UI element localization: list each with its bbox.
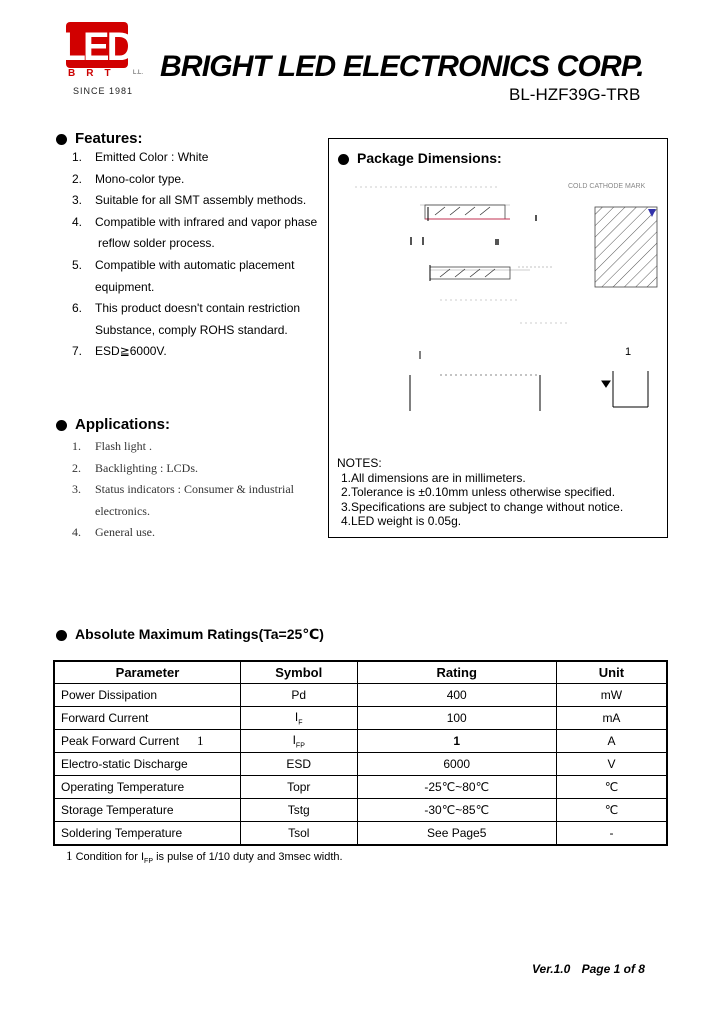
list-item: 3. Suitable for all SMT assembly methods.	[72, 193, 307, 208]
logo-led-mark	[61, 22, 133, 69]
table-row	[54, 776, 667, 799]
table-row	[54, 684, 667, 707]
list-item-continuation: reflow solder process.	[98, 236, 215, 251]
cell-rating: 6000	[357, 753, 556, 776]
note-item: 2.Tolerance is ±0.10mm unless otherwise specified.	[341, 485, 616, 500]
cell-rating: 1	[357, 730, 556, 753]
cell-parameter: Forward Current	[54, 707, 240, 730]
table-row	[54, 730, 667, 753]
cell-unit: V	[556, 753, 667, 776]
ratings-heading: Absolute Maximum Ratings(Ta=25℃)	[56, 626, 324, 643]
table-row	[54, 707, 667, 730]
page-number: Page 1 of 8	[581, 962, 645, 976]
list-item-continuation: equipment.	[95, 279, 155, 294]
cell-parameter: Operating Temperature	[54, 776, 240, 799]
list-item: 5. Compatible with automatic placement	[72, 257, 295, 272]
cell-parameter: Electro-static Discharge	[54, 753, 240, 776]
dimension-lines	[355, 187, 570, 323]
side-view-top	[425, 205, 510, 221]
pin-label: 1	[625, 346, 632, 358]
applications-list	[72, 436, 294, 544]
col-header-unit: Unit	[556, 661, 667, 684]
cell-symbol: $I_F$	[240, 707, 357, 730]
part-number: BL-HZF39G-TRB	[509, 85, 641, 104]
side-view-bottom	[430, 265, 552, 281]
version-label: Ver.1.0	[532, 962, 571, 976]
cell-parameter: Peak Forward Current 1	[54, 730, 240, 753]
cell-parameter: Storage Temperature	[54, 799, 240, 822]
brand-logo	[61, 22, 133, 86]
cell-parameter: Soldering Temperature	[54, 822, 240, 846]
cell-parameter: Power Dissipation	[54, 684, 240, 707]
list-item: 4. Compatible with infrared and vapor phase	[72, 214, 318, 229]
cell-symbol: Tsol	[240, 822, 357, 846]
cell-unit: ℃	[556, 799, 667, 822]
list-item-continuation: Substance, comply ROHS standard.	[95, 322, 288, 337]
cell-unit: mA	[556, 707, 667, 730]
cell-symbol: Topr	[240, 776, 357, 799]
logo-since: SINCE 1981	[73, 86, 134, 96]
note-item: 3.Specifications are subject to change without notice.	[341, 499, 624, 514]
package-dimensions-heading: Package Dimensions:	[338, 150, 502, 166]
ratings-table	[53, 660, 668, 846]
cell-symbol: Pd	[240, 684, 357, 707]
features-heading: Features:	[56, 130, 143, 147]
list-item: 1. Flash light .	[72, 439, 153, 453]
logo-trademark: L.L.	[133, 70, 144, 76]
note-item: 4.LED weight is 0.05g.	[341, 514, 462, 529]
list-item: 1. Emitted Color : White	[72, 150, 209, 164]
polarity-label: COLD CATHODE MARK	[568, 183, 646, 190]
cell-unit: -	[556, 822, 667, 846]
col-header-symbol: Symbol	[240, 661, 357, 684]
table-row	[54, 799, 667, 822]
footnote-ref: 1	[197, 733, 204, 748]
notes-title: NOTES:	[337, 456, 382, 470]
logo-brt-text: BRT	[68, 68, 122, 79]
ratings-footnote: 1 Condition for $I_{FP}$ is pulse of 1/10 duty and 3msec width.	[66, 848, 343, 866]
page-footer	[532, 962, 645, 976]
applications-heading: Applications:	[56, 416, 170, 433]
bullet-icon	[56, 134, 67, 145]
cell-symbol: ESD	[240, 753, 357, 776]
table-header-row	[54, 661, 667, 684]
company-name: BRIGHT LED ELECTRONICS CORP.	[160, 50, 644, 83]
table-row	[54, 822, 667, 846]
cell-unit: mW	[556, 684, 667, 707]
list-item: 2. Mono-color type.	[72, 171, 185, 186]
cell-rating: -25℃~80℃	[357, 776, 556, 799]
col-header-rating: Rating	[357, 661, 556, 684]
package-notes	[337, 456, 623, 529]
cell-unit: A	[556, 730, 667, 753]
cell-rating: See Page5	[357, 822, 556, 846]
bullet-icon	[56, 420, 67, 431]
list-item: 6. This product doesn't contain restriction	[72, 301, 301, 316]
cell-rating: 400	[357, 684, 556, 707]
list-item: 3. Status indicators : Consumer & industrial	[72, 482, 294, 497]
note-item: 1.All dimensions are in millimeters.	[341, 470, 526, 485]
bullet-icon	[338, 154, 349, 165]
list-item: 2. Backlighting : LCDs.	[72, 460, 198, 475]
cell-symbol: Tstg	[240, 799, 357, 822]
table-row	[54, 753, 667, 776]
features-list	[72, 147, 317, 363]
lead-lines	[410, 351, 540, 411]
diode-symbol	[602, 371, 648, 407]
list-item-continuation: electronics.	[95, 503, 150, 518]
col-header-parameter: Parameter	[54, 661, 240, 684]
cell-symbol: $I_{FP}$	[240, 730, 357, 753]
cell-unit: ℃	[556, 776, 667, 799]
top-view-package	[595, 207, 657, 287]
package-drawing	[340, 175, 660, 445]
list-item: 7. ESD≧6000V.	[72, 344, 167, 359]
list-item: 4. General use.	[72, 525, 155, 540]
cell-rating: 100	[357, 707, 556, 730]
svg-text:LED: LED	[61, 25, 133, 69]
bullet-icon	[56, 630, 67, 641]
cell-rating: -30℃~85℃	[357, 799, 556, 822]
